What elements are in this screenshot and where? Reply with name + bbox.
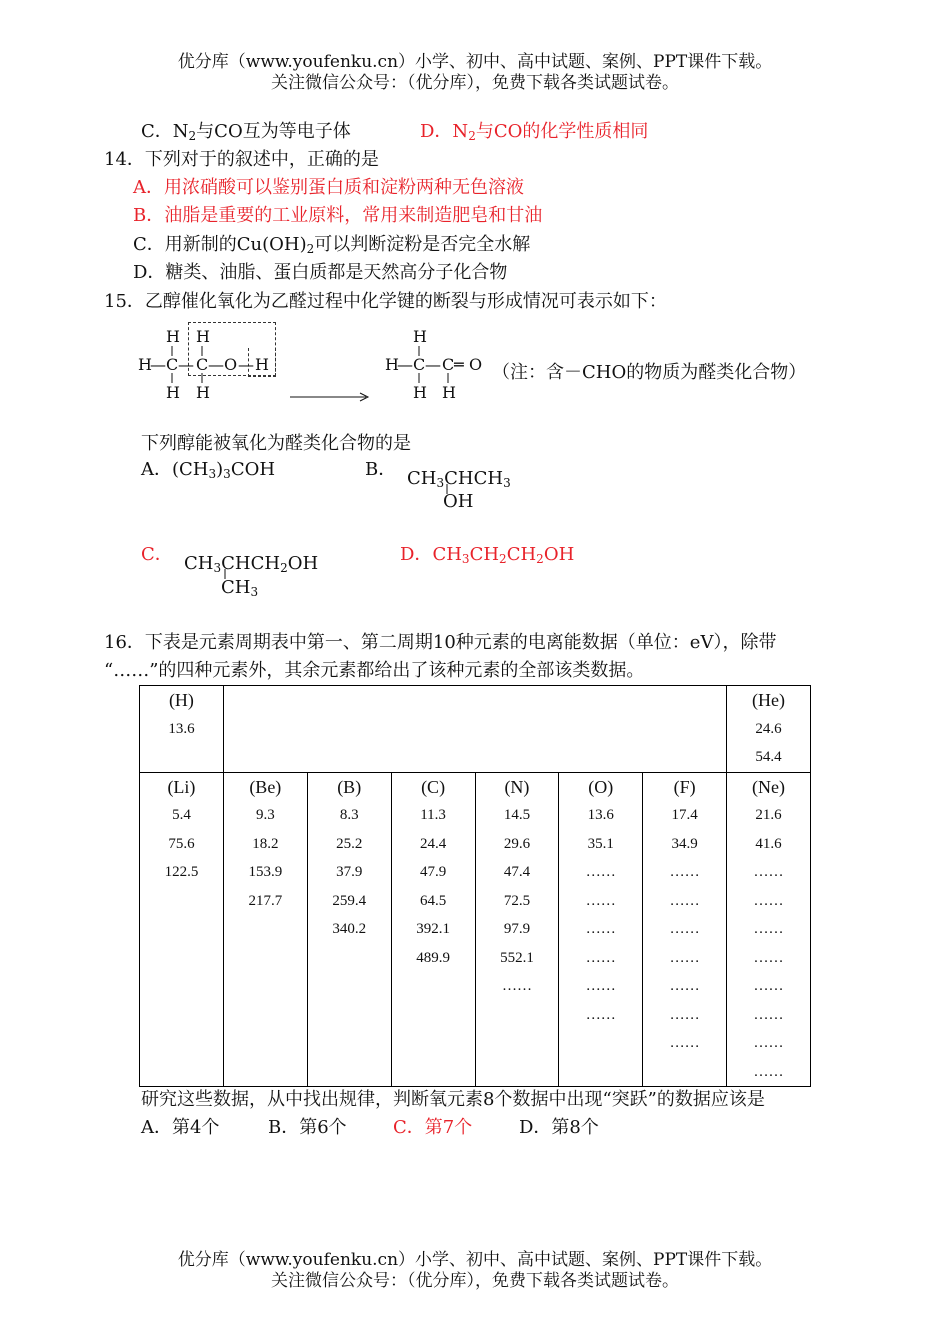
ionization-value: 72.5 — [503, 892, 531, 909]
q16-option-c: C．第7个 — [393, 1117, 473, 1138]
bond-double: ═ — [454, 355, 464, 374]
ionization-value: …… — [753, 978, 784, 994]
q16-option-d: D．第8个 — [519, 1117, 599, 1138]
q15-option-c-formula: $CH_3CHCH_2OH$ — [184, 553, 319, 575]
ionization-value: …… — [585, 1006, 616, 1023]
atom-h: H — [196, 383, 210, 402]
ionization-value: 8.3 — [339, 807, 359, 823]
ionization-value: 17.4 — [671, 807, 698, 823]
atom-h: H — [196, 327, 210, 346]
ionization-value: …… — [669, 921, 700, 937]
ionization-value: …… — [753, 1035, 784, 1051]
ionization-value: 489.9 — [416, 949, 450, 966]
ionization-value: 24.4 — [419, 835, 447, 852]
ionization-value: 97.9 — [503, 921, 531, 937]
q15-option-b-oh: OH — [443, 491, 474, 512]
element-symbol: (F) — [673, 776, 696, 797]
q14-option-d: D．糖类、油脂、蛋白质都是天然高分子化合物 — [133, 262, 508, 283]
ionization-value: 54.4 — [755, 749, 782, 765]
ionization-value: 25.2 — [336, 835, 363, 852]
atom-h: H — [166, 327, 180, 346]
element-symbol: (N) — [504, 776, 530, 797]
bond-dash: — — [238, 355, 254, 374]
q15-sub-question: 下列醇能被氧化为醛类化合物的是 — [141, 433, 411, 454]
ionization-value: …… — [753, 1063, 784, 1080]
cell-empty — [223, 686, 726, 773]
ionization-value: …… — [585, 864, 616, 880]
ionization-value: 392.1 — [416, 921, 450, 937]
reaction-arrow-icon — [288, 390, 372, 404]
atom-h: H — [166, 383, 180, 402]
bond-dash: — — [397, 355, 413, 374]
ionization-value: 37.9 — [336, 864, 363, 880]
cell-b — [307, 772, 391, 1087]
bond-dash: — — [178, 355, 194, 374]
header-line-2: 关注微信公众号：（优分库），免费下载各类试题试卷。 — [271, 73, 679, 93]
ionization-value: 47.4 — [503, 864, 531, 880]
ionization-value: 24.6 — [755, 720, 782, 737]
element-symbol: (B) — [337, 776, 362, 797]
atom-c: C — [166, 355, 179, 374]
atom-h: H — [413, 383, 427, 402]
ionization-value: 5.4 — [172, 807, 191, 823]
atom-h: H — [442, 383, 456, 402]
ionization-value: 75.6 — [168, 835, 195, 852]
element-symbol: (He) — [752, 690, 786, 710]
ionization-value: …… — [753, 921, 784, 937]
ionization-value: 18.2 — [252, 835, 279, 852]
ionization-value: 29.6 — [503, 835, 531, 852]
table-row-period-2 — [140, 772, 811, 1087]
atom-h: H — [413, 327, 427, 346]
q15-option-c-ch3: $CH_3$ — [221, 577, 259, 599]
q13-option-c: C．$N_2$与CO互为等电子体 — [141, 121, 351, 143]
ionization-value: 13.6 — [168, 720, 195, 737]
footer-line-2: 关注微信公众号：（优分库），免费下载各类试题试卷。 — [271, 1271, 679, 1291]
cell-c — [391, 772, 475, 1087]
cell-be — [223, 772, 307, 1087]
ionization-value: …… — [585, 949, 616, 966]
atom-c: C — [413, 355, 426, 374]
q16-option-a: A．第4个 — [141, 1117, 220, 1138]
cell-ne — [727, 772, 811, 1087]
ionization-value: 47.9 — [419, 864, 447, 880]
vertical-bonds — [407, 340, 467, 390]
ionization-value: 11.3 — [420, 807, 446, 823]
ionization-value: 14.5 — [503, 807, 531, 823]
cell-f — [643, 772, 727, 1087]
atom-c: C — [196, 355, 209, 374]
ionization-value: …… — [753, 949, 784, 966]
ionization-value: 41.6 — [755, 835, 782, 852]
ionization-value: …… — [753, 864, 784, 880]
ionization-value: 64.5 — [419, 892, 447, 909]
ionization-value: …… — [585, 921, 616, 937]
q14-option-b: B．油脂是重要的工业原料，常用来制造肥皂和甘油 — [133, 205, 543, 226]
element-symbol: (C) — [421, 776, 446, 797]
q16-stem-line-1: 16．下表是元素周期表中第一、第二周期10种元素的电离能数据（单位：eV），除带 — [104, 632, 777, 653]
bond-dash: — — [208, 355, 224, 374]
table-row-period-1 — [140, 686, 811, 773]
ionization-value: …… — [585, 892, 616, 909]
ionization-value: 552.1 — [500, 949, 534, 966]
q15-option-c-label: C． — [141, 544, 173, 565]
atom-o: O — [469, 355, 483, 374]
element-symbol: (H) — [168, 690, 194, 710]
ionization-value: 9.3 — [255, 807, 275, 823]
footer-line-1: 优分库（www.youfenku.cn）小学、初中、高中试题、案例、PPT课件下载。 — [177, 1250, 773, 1270]
ionization-value: …… — [501, 978, 532, 994]
atom-c: C — [442, 355, 455, 374]
cell-he — [727, 686, 811, 773]
ionization-value: …… — [585, 978, 616, 994]
bond-dash: — — [150, 355, 166, 374]
bond-dash: — — [425, 355, 441, 374]
ionization-value: 35.1 — [587, 835, 614, 852]
element-symbol: (Ne) — [752, 776, 786, 797]
ionization-value: …… — [669, 978, 700, 994]
ionization-value: 217.7 — [248, 892, 283, 909]
ionization-value: …… — [753, 892, 784, 909]
q15-option-d: D．$CH_3CH_2CH_2OH$ — [400, 544, 575, 566]
element-symbol: (Be) — [249, 776, 282, 797]
ionization-value: …… — [753, 1006, 784, 1023]
atom-o: O — [224, 355, 238, 374]
ionization-value: …… — [669, 1006, 700, 1023]
q16-stem-line-2: “……”的四种元素外，其余元素都给出了该种元素的全部该类数据。 — [104, 660, 645, 681]
ionization-value: …… — [669, 949, 700, 966]
ionization-value: …… — [669, 864, 700, 880]
header-line-1: 优分库（www.youfenku.cn）小学、初中、高中试题、案例、PPT课件下载。 — [177, 52, 773, 72]
q14-stem: 14．下列对于的叙述中，正确的是 — [104, 149, 379, 170]
q15-option-b-label: B． — [365, 459, 397, 480]
ionization-value: 153.9 — [248, 864, 283, 880]
ionization-value: 13.6 — [587, 807, 614, 823]
cell-o — [559, 772, 643, 1087]
q14-option-c: C．用新制的$Cu(OH)_2$可以判断淀粉是否完全水解 — [133, 234, 531, 256]
cell-n — [475, 772, 559, 1087]
vertical-bonds — [160, 340, 220, 390]
atom-h: H — [138, 355, 152, 374]
cell-li — [140, 772, 224, 1087]
ionization-value: …… — [669, 1035, 700, 1051]
q15-option-b-formula: $CH_3CHCH_3$ — [407, 468, 511, 490]
q14-option-a: A．用浓硝酸可以鉴别蛋白质和淀粉两种无色溶液 — [133, 177, 524, 198]
q15-stem: 15．乙醇催化氧化为乙醛过程中化学键的断裂与形成情况可表示如下： — [104, 291, 667, 312]
ionization-energy-table — [139, 685, 811, 1087]
q16-after-text: 研究这些数据，从中找出规律，判断氧元素8个数据中出现“突跃”的数据应该是 — [141, 1089, 765, 1110]
ionization-value: 259.4 — [332, 892, 367, 909]
cell-h — [140, 686, 224, 773]
q13-option-d: D．$N_2$与CO的化学性质相同 — [420, 121, 649, 143]
ionization-value: 21.6 — [755, 807, 782, 823]
q15-note: （注：含－CHO的物质为醛类化合物） — [492, 362, 807, 383]
ionization-value: 34.9 — [671, 835, 698, 852]
element-symbol: (O) — [588, 776, 614, 797]
ionization-value: …… — [669, 892, 700, 909]
ionization-value: 122.5 — [164, 864, 199, 880]
atom-h: H — [385, 355, 399, 374]
ionization-value: 340.2 — [332, 921, 367, 937]
q15-option-a: A．$(CH_3)_3COH$ — [141, 459, 276, 481]
q16-option-b: B．第6个 — [268, 1117, 347, 1138]
element-symbol: (Li) — [167, 776, 196, 797]
atom-h: H — [255, 355, 269, 374]
